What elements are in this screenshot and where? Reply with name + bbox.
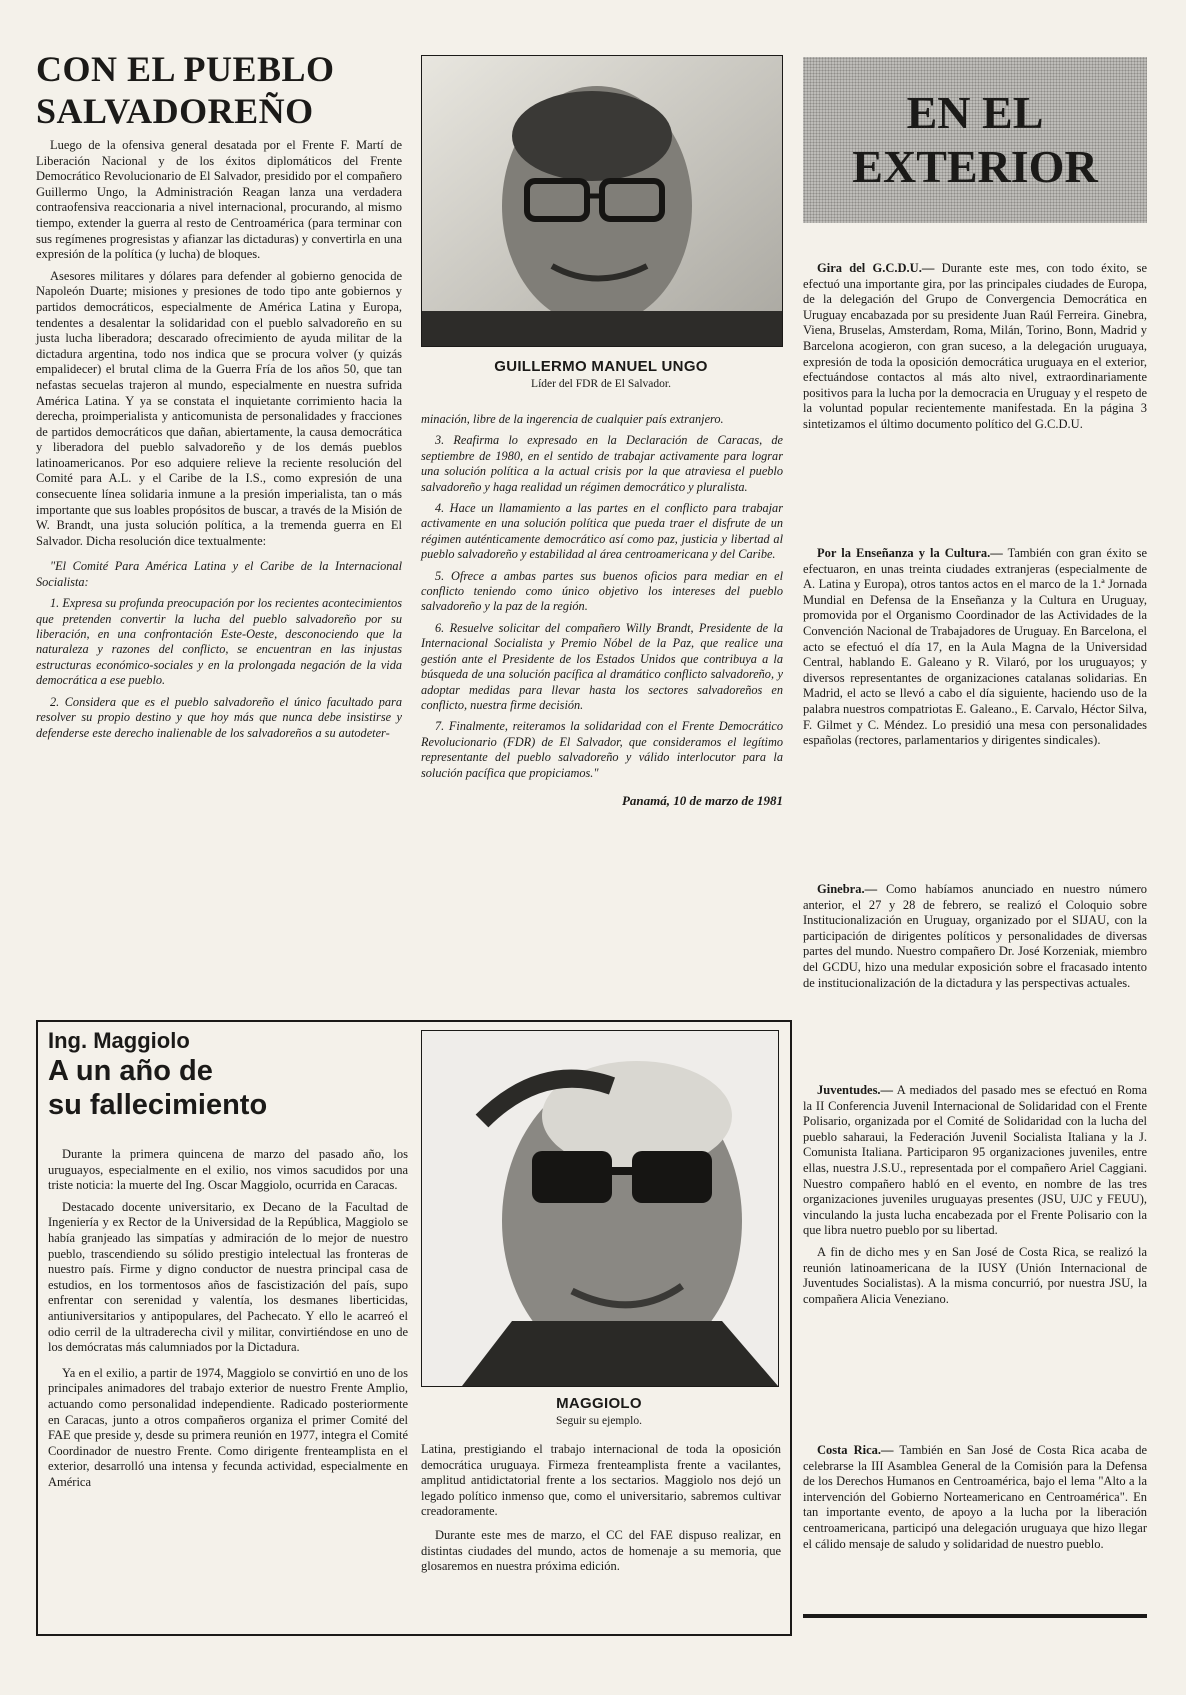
resolution-item: 5. Ofrece a ambas partes sus buenos oficios para mediar en el conflicto teniendo como único objetivo los intereses del pueblo salvadoreño y la paz de la región. [421,568,783,614]
maggiolo-paragraph: Latina, prestigiando el trabajo internacional de toda la oposición democrática uruguaya. Firmeza frenteamplista frente a vacilantes, amplitud antidictatorial frente a los sectarios. Maggiolo nos dejó un legado político inmenso que, como el universitario, sabremos cultivar creadoramente. [421,1442,781,1519]
exterior-item-ginebra [803,882,1147,991]
exterior-item-costa-rica [803,1443,1147,1552]
exterior-item-body: Durante este mes, con todo éxito, se efectuó una importante gira, por las principales ciudades de Europa, de la delegación del Grupo de Convergencia Democrática en Uruguay encabazada por su presidente Juan Raúl Ferreira. Ginebra, Viena, Bruselas, Amsterdam, Roma, Milán, Torino, Bonn, Madrid y Barcelona acogieron, con gran suceso, a la delegación uruguaya, expresión de toda la oposición democrática uruguaya en el exterior, efectuándose contactos al más alto nivel, extraordinariamente positivos para la lucha por la democracia en Uruguay y el respeto de la voluntad popular recientemente manifestada. En la página 3 sintetizamos el último documento político del G.C.D.U. [803,261,1147,431]
resolution-item: 4. Hace un llamamiento a las partes en el conflicto para trabajar activamente en una solución política que pueda traer el disfrute de un régimen auténticamente democrático así como paz, justicia y libertad al pueblo salvadoreño y estabilidad al área centroamericana y del Caribe. [421,501,783,562]
portrait-image [422,56,782,346]
maggiolo-paragraph: Destacado docente universitario, ex Decano de la Facultad de Ingeniería y ex Rector de la Universidad de la República, Maggiolo se había granjeado las simpatías y admiración de lo mejor de nuestro pueblo, trascendiendo su sólido prestigio intelectual las fronteras de nuestro país. Firme y digno conductor de nuestra principal casa de estudios, en los tormentosos años de fascistización del país, supo enfrentar con serenidad y valentía, los desmanes liberticidas, antiuniversitarios y antipopulares, del Pachecato. Y ello le acarreó el odio cerril de la ultraderecha civil y militar, convirtiéndose en uno de los demócratas más calumniados por la Dictadura. [48,1199,408,1355]
lead-article-title [36,48,406,132]
exterior-item-extra: A fin de dicho mes y en San José de Costa Rica, se realizó la reunión latinoamericana de la IUSY (Unión Internacional de Juventudes Socialistas). A la misma concurrió, por nuestra JSU, la compañera Alicia Veneziano. [803,1244,1147,1306]
exterior-item-gira [803,261,1147,433]
lead-column-2 [421,412,783,809]
exterior-item-heading: Costa Rica.— [817,1443,894,1457]
exterior-item-text [803,1443,1147,1552]
maggiolo-kicker: Ing. Maggiolo [48,1028,190,1053]
maggiolo-title-line2: su fallecimiento [48,1089,268,1121]
exterior-bottom-rule [803,1614,1147,1618]
lead-signoff: Panamá, 10 de marzo de 1981 [621,792,783,808]
exterior-item-juventudes [803,1083,1147,1307]
exterior-item-heading: Por la Enseñanza y la Cultura.— [817,546,1003,560]
maggiolo-column-2 [421,1442,781,1581]
resolution-item: 1. Expresa su profunda preocupación por los recientes acontecimientos que pretenden convertir la lucha del pueblo salvadoreño por su liberación, en una confrontación Este-Oeste, desconociendo que la naturaleza y razones del conflicto, se encuentran en las injustas estructuras económico-sociales y en la prolongada negación de la vida democrática a ese pueblo. [36,596,402,688]
lead-title-line1: CON EL PUEBLO [36,49,335,89]
ungo-caption-sub: Líder del FDR de El Salvador. [531,378,671,390]
resolution-item: 6. Resuelve solicitar del compañero Willy Brandt, Presidente de la Internacional Socialista y Premio Nóbel de la Paz, que realice una gestión ante el Presidente de los Estados Unidos que contribuya a la búsqueda de una solución pacífica al dramático conflicto salvadoreño, y adoptar medidas para llevar hasta los sectores salvadoreños en conflicto, nuestra firme decisión. [421,620,783,712]
resolution-item: minación, libre de la ingerencia de cualquier país extranjero. [421,412,724,426]
exterior-item-body: Como habíamos anunciado en nuestro número anterior, el 27 y 28 de febrero, se realizó el Coloquio sobre Institucionalización en Uruguay, organizado por el SIJAU, con la participación de dirigentes políticos y personalidades de diversas partes del mundo. Nuestro compañero Dr. José Korzeniak, miembro del GCDU, hizo una medular exposición sobre el fracasado intento de institucionalización de la dictadura y las perspectivas actuales. [803,882,1147,990]
resolution-intro: "El Comité Para América Latina y el Caribe de la Internacional Socialista: [36,559,402,589]
exterior-title-line2: EXTERIOR [852,141,1098,192]
portrait-image [422,1031,778,1386]
maggiolo-photo [421,1030,779,1387]
exterior-title-line1: EN EL [906,87,1044,138]
exterior-item-body: También en San José de Costa Rica acaba de celebrarse la III Asamblea General de la Comisión para la Defensa de los Derechos Humanos en Centroamérica, bajo el lema "Alto a la intervención del Gobierno Norteamericano en Centroamérica". En tan importante evento, de apoyo a la lucha por la liberación centroamericana, participó una delegación uruguaya que hizo llegar el cálido mensaje de saludo y solidaridad de nuestro pueblo. [803,1443,1147,1551]
exterior-item-ensenanza [803,546,1147,749]
maggiolo-paragraph: Durante este mes de marzo, el CC del FAE dispuso realizar, en distintas ciudades del mundo, actos de homenaje a su memoria, que glosaremos en nuestra próxima edición. [421,1527,781,1574]
exterior-item-text [803,546,1147,749]
resolution-item: 2. Considera que es el pueblo salvadoreño el único facultado para resolver su propio destino y que hoy más que nunca debe insistirse y defenderse este derecho inalienable de los salvadoreños a su autodeter- [36,694,402,740]
maggiolo-title-line1: A un año de [48,1055,213,1087]
maggiolo-caption [421,1395,777,1427]
resolution-item: 7. Finalmente, reiteramos la solidaridad con el Frente Democrático Revolucionario (FDR) de El Salvador, que consideramos el legítimo representante del pueblo salvadoreño y válido interlocutor para la solución pacífica que propiciamos." [421,719,783,780]
exterior-item-body: También con gran éxito se efectuaron, en unas treinta ciudades extranjeras (especialmente de A. Latina y Europa), otros tantos actos en el marco de la 1.ª Jornada Mundial en Defensa de la Enseñanza y la Cultura en Uruguay, promovida por el Organismo Coordinador de las Actividades de la Convención Nacional de Trabajadores de Uruguay. En Barcelona, el acto se efectuó el día 17, en la Aula Magna de la Universidad Central, hablando E. Galeano y R. Vilaró, por los uruguayos; y diversos representantes de organizaciones catalanas solidarias. En Madrid, el acto se llevó a cabo el día siguiente, haciendo uso de la palabra nuestros compatriotas E. Galeano., E. Carvalo, Héctor Silva, F. Gilmet y C. Méndez. Lo presidió una mesa con personalidades españolas (rectores, parlamentarios y dirigentes sindicales). [803,546,1148,748]
exterior-item-text [803,1083,1147,1239]
exterior-item-heading: Gira del G.C.D.U.— [817,261,935,275]
exterior-header-box [803,57,1147,223]
lead-title-line2: SALVADOREÑO [36,91,314,131]
maggiolo-paragraph: Durante la primera quincena de marzo del pasado año, los uruguayos, especialmente en el exilio, nos vimos sacudidos por una triste noticia: la muerte del Ing. Oscar Maggiolo, ocurrida en Caracas. [48,1147,408,1193]
lead-paragraph: Luego de la ofensiva general desatada por el Frente F. Martí de Liberación Nacional y de los éxitos diplomáticos del Frente Democrático Revolucionario de El Salvador, presidido por el compañero Guillermo Ungo, la Administración Reagan lanza una verdadera contraofensiva reaccionaria a nivel internacional, procurando, al mismo tiempo, extender la guerra al resto de Centroamérica (para terminar con sus regímenes progresistas y afianzar las dictaduras) y convertirla en una expresión de la política (y lucha) de bloques. [36,138,402,262]
exterior-item-text [803,261,1147,433]
exterior-item-heading: Ginebra.— [817,882,878,896]
maggiolo-column-1 [48,1147,408,1496]
exterior-item-body: A mediados del pasado mes se efectuó en Roma la II Conferencia Juvenil Internacional de Solidaridad con el Frente Polisario, organizada por el Comité de Solidaridad con la lucha del pueblo saharaui, la Federación Juvenil Socialista Italiana y la J. Comunista Italiana. Participaron 95 organizaciones juveniles, entre ellas, nuestra J.S.U., representada por el compañero Ariel Caggiani. Nuestro compañero habló en el evento, en nombre de las tres organizaciones juveniles uruguayas presentes (JSU, UJC y FEUU), vinculando la justa lucha encabezada por el Frente Polisario con la que libra nuetro pueblo por su libertad. [803,1083,1147,1238]
resolution-item: 3. Reafirma lo expresado en la Declaración de Caracas, de septiembre de 1980, en el sentido de trabajar activamente para lograr una solución política a la actual crisis por la que atraviesa el pueblo salvadoreño y haga realidad un régimen democrático y pluralista. [421,433,783,494]
ungo-photo [421,55,783,347]
ungo-caption [421,358,781,390]
lead-column-1 [36,138,402,747]
exterior-item-text [803,882,1147,991]
ungo-caption-name: GUILLERMO MANUEL UNGO [494,358,708,375]
maggiolo-caption-sub: Seguir su ejemplo. [556,1415,642,1427]
exterior-item-heading: Juventudes.— [817,1083,894,1097]
maggiolo-paragraph: Ya en el exilio, a partir de 1974, Maggiolo se convirtió en uno de los principales animadores del trabajo exterior de nuestro Frente Amplio, actuando como personalidad independiente. Radicado posteriormente en Caracas, junto a otros compañeros organiza el primer Comité del FAE que preside y, desde su primera reunión en 1977, integra el Comité Coordinador de nuestro Frente. Como dirigente frenteamplista en el exterior, desarrolló una intensa y fecunda actividad, especialmente en América [48,1365,408,1489]
maggiolo-heading [48,1028,408,1122]
maggiolo-caption-name: MAGGIOLO [556,1395,642,1412]
lead-paragraph: Asesores militares y dólares para defender al gobierno genocida de Napoleón Duarte; misiones y presiones de todo tipo ante gobiernos y partidos democráticos, especialmente de América Latina y Europa, tendentes a desalentar la solidaridad con el pueblo salvadoreño en su justa lucha liberadora; descarado ofrecimiento de ayuda militar de la dictadura argentina, todo nos indica que se procura volver (y quizás empalidecer) el brutal clima de la Guerra Fría de los años 50, que tan nefastas secuelas trajeron al mundo, especialmente en nuestra sufrida América Latina. Y ya se constata el inquietante corrimiento hacia la derecha, proimperialista y anticomunista de personalidades y fracciones de partidos democráticos que dañan, abiertamente, la causa democrática y liberadora del pueblo salvadoreño y de los demás pueblos latinoamericanos. Por eso adquiere relieve la reciente resolución del Comité para A.L. y el Caribe de la I.S., como expresión de una consecuente línea solidaria inmune a la presión imperialista, tan o más importante que sus loables propósitos de buscar, a través de la Misión de W. Brandt, una justa solución política, a la tremenda guerra en El Salvador. Dicha resolución dice textualmente: [36,268,402,548]
